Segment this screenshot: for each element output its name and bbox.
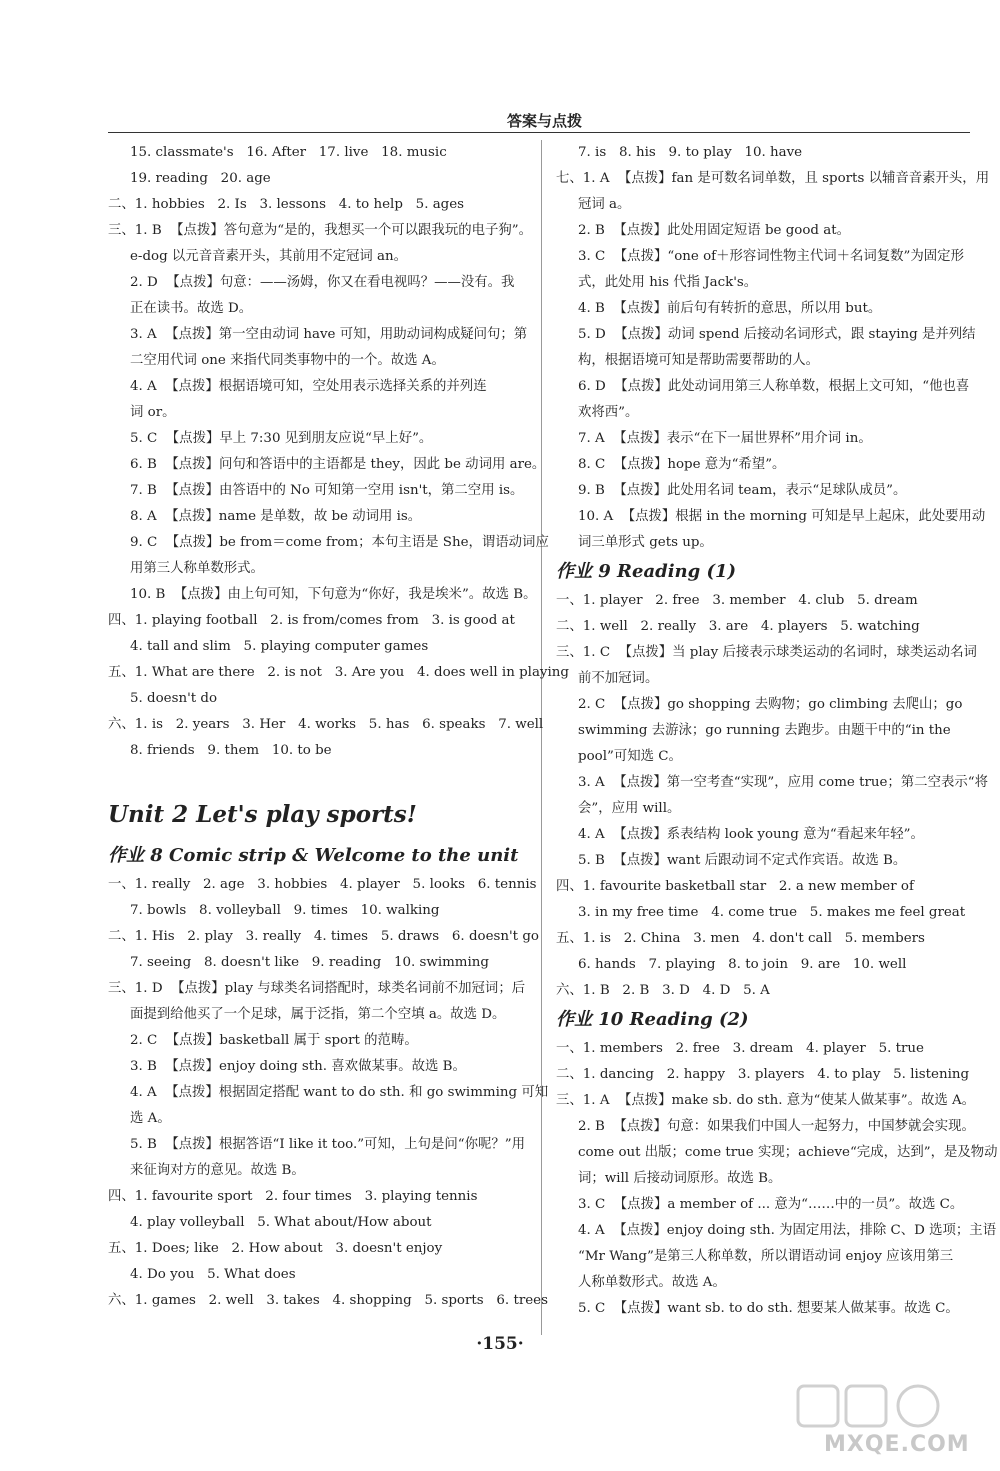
- answer-line: 一、1. really 2. age 3. hobbies 4. player 5. looks 6. tennis: [108, 877, 537, 892]
- homework-9-title: 作业 9 Reading (1): [556, 561, 737, 582]
- answer-line: 8. C 【点拨】hope 意为“希望”。: [578, 457, 786, 472]
- answer-line: 2. B 【点拨】句意：如果我们中国人一起努力，中国梦就会实现。: [578, 1119, 975, 1134]
- answer-line: 7. seeing 8. doesn't like 9. reading 10. swimming: [130, 955, 489, 970]
- answer-line: 10. A 【点拨】根据 in the morning 可知是早上起床，此处要用动: [578, 509, 986, 524]
- answer-line: 5. B 【点拨】根据答语“I like it too.”可知，上句是问“你呢？”用: [130, 1137, 526, 1152]
- answer-line: 词；will 后接动词原形。故选 B。: [578, 1171, 782, 1186]
- right-column: [556, 140, 998, 1322]
- answer-line: 二空用代词 one 来指代同类事物中的一个。故选 A。: [130, 353, 445, 368]
- answer-line: 一、1. player 2. free 3. member 4. club 5. dream: [556, 593, 918, 608]
- answer-line: 6. D 【点拨】此处动词用第三人称单数，根据上文可知，“他也喜: [578, 379, 970, 394]
- watermark-text: MXQE.COM: [824, 1432, 970, 1457]
- answer-line: 8. A 【点拨】name 是单数，故 be 动词用 is。: [130, 509, 422, 524]
- answer-line: 2. D 【点拨】句意：——汤姆，你又在看电视吗？——没有。我: [130, 275, 515, 290]
- answer-line: 四、1. favourite sport 2. four times 3. playing tennis: [108, 1189, 478, 1204]
- answer-line: pool”可知选 C。: [578, 749, 682, 764]
- answer-line: 9. C 【点拨】be from＝come from；本句主语是 She，谓语动词应: [130, 535, 549, 550]
- answer-line: 4. Do you 5. What does: [130, 1267, 296, 1282]
- answer-line: 四、1. favourite basketball star 2. a new member of: [556, 879, 914, 894]
- answer-line: 10. B 【点拨】由上句可知，下句意为“你好，我是埃米”。故选 B。: [130, 587, 537, 602]
- answer-line: 选 A。: [130, 1111, 171, 1126]
- answer-line: 7. bowls 8. volleyball 9. times 10. walking: [130, 903, 440, 918]
- answer-line: 3. in my free time 4. come true 5. makes me feel great: [578, 905, 966, 920]
- answer-line: come out 出版；come true 实现；achieve“完成，达到”，是及物动: [578, 1145, 998, 1160]
- answer-line: 三、1. D 【点拨】play 与球类名词搭配时，球类名词前不加冠词；后: [108, 981, 526, 996]
- answer-line: 三、1. B 【点拨】答句意为“是的，我想买一个可以跟我玩的电子狗”。: [108, 223, 533, 238]
- right-answers-part2: [556, 588, 988, 1004]
- answer-line: 三、1. A 【点拨】make sb. do sth. 意为“使某人做某事”。故选 A。: [556, 1093, 976, 1108]
- answer-line: 六、1. games 2. well 3. takes 4. shopping 5. sports 6. trees: [108, 1293, 548, 1308]
- answer-line: 构，根据语境可知是帮助需要帮助的人。: [578, 353, 820, 368]
- header-title: 答案与点拨: [506, 112, 582, 130]
- answer-line: 二、1. His 2. play 3. really 4. times 5. draws 6. doesn't go: [108, 929, 539, 944]
- answer-line: 正在读书。故选 D。: [130, 301, 253, 316]
- answer-line: 四、1. playing football 2. is from/comes from 3. is good at: [108, 613, 515, 628]
- answer-line: swimming 去游泳；go running 去跑步。由题干中的“in the: [578, 723, 951, 738]
- answer-line: 7. A 【点拨】表示“在下一届世界杯”用介词 in。: [578, 431, 872, 446]
- answer-line: 4. A 【点拨】根据固定搭配 want to do sth. 和 go swimming 可知: [130, 1085, 549, 1100]
- answer-line: 式，此处用 his 代指 Jack's。: [578, 275, 758, 290]
- answer-line: 8. friends 9. them 10. to be: [130, 743, 332, 758]
- answer-line: 二、1. dancing 2. happy 3. players 4. to play 5. listening: [556, 1067, 970, 1082]
- answer-line: 6. hands 7. playing 8. to join 9. are 10. well: [578, 957, 907, 972]
- homework-10-title: 作业 10 Reading (2): [556, 1009, 749, 1030]
- answer-line: 来征询对方的意见。故选 B。: [130, 1163, 305, 1178]
- answer-line: 用第三人称单数形式。: [130, 561, 264, 576]
- answer-line: 5. D 【点拨】动词 spend 后接动名词形式，跟 staying 是并列结: [578, 327, 976, 342]
- answer-line: 会”，应用 will。: [578, 801, 681, 816]
- answer-line: 3. A 【点拨】第一空由动词 have 可知，用助动词构成疑问句；第: [130, 327, 528, 342]
- answer-line: 5. C 【点拨】want sb. to do sth. 想要某人做某事。故选 C。: [578, 1301, 959, 1316]
- answer-line: 一、1. members 2. free 3. dream 4. player 5. true: [556, 1041, 924, 1056]
- answer-line: 六、1. B 2. B 3. D 4. D 5. A: [556, 983, 770, 998]
- right-answers-part1: [556, 140, 990, 556]
- answer-line: 三、1. C 【点拨】当 play 后接表示球类运动的名词时，球类运动名词: [556, 645, 977, 660]
- answer-line: 9. B 【点拨】此处用名词 team，表示“足球队成员”。: [578, 483, 907, 498]
- answer-line: 二、1. well 2. really 3. are 4. players 5. watching: [556, 619, 920, 634]
- answer-line: 2. B 【点拨】此处用固定短语 be good at。: [578, 223, 850, 238]
- answer-line: 5. doesn't do: [130, 691, 218, 706]
- unit-title: Unit 2 Let's play sports!: [108, 801, 417, 828]
- answer-line: “Mr Wang”是第三人称单数，所以谓语动词 enjoy 应该用第三: [578, 1249, 954, 1264]
- answer-line: 冠词 a。: [578, 197, 631, 212]
- answer-line: 二、1. hobbies 2. Is 3. lessons 4. to help 5. ages: [108, 197, 465, 212]
- answer-line: 前不加冠词。: [578, 671, 659, 686]
- answer-line: 人称单数形式。故选 A。: [578, 1275, 726, 1290]
- answer-line: 词三单形式 gets up。: [578, 535, 713, 550]
- right-answers-part3: [556, 1036, 998, 1322]
- answer-line: 3. C 【点拨】“one of＋形容词性物主代词＋名词复数”为固定形: [578, 249, 964, 264]
- answer-line: 4. play volleyball 5. What about/How about: [130, 1215, 432, 1230]
- answer-line: 5. B 【点拨】want 后跟动词不定式作宾语。故选 B。: [578, 853, 907, 868]
- answer-line: 7. is 8. his 9. to play 10. have: [578, 145, 803, 160]
- answer-line: 3. A 【点拨】第一空考查“实现”，应用 come true；第二空表示“将: [578, 775, 988, 790]
- left-column: [108, 140, 569, 1314]
- answer-line: e-dog 以元音音素开头，其前用不定冠词 an。: [130, 249, 408, 264]
- answer-line: 4. A 【点拨】根据语境可知，空处用表示选择关系的并列连: [130, 379, 487, 394]
- answer-line: 6. B 【点拨】问句和答语中的主语都是 they，因此 be 动词用 are。: [130, 457, 546, 472]
- answer-line: 2. C 【点拨】go shopping 去购物；go climbing 去爬山；go: [578, 697, 963, 712]
- answer-line: 3. B 【点拨】enjoy doing sth. 喜欢做某事。故选 B。: [130, 1059, 466, 1074]
- answer-line: 五、1. is 2. China 3. men 4. don't call 5. members: [556, 931, 925, 946]
- homework-8-title: 作业 8 Comic strip & Welcome to the unit: [108, 845, 519, 866]
- answer-line: 4. B 【点拨】前后句有转折的意思，所以用 but。: [578, 301, 882, 316]
- answer-line: 词 or。: [130, 405, 176, 420]
- page-number: ·155·: [476, 1334, 524, 1354]
- answer-line: 七、1. A 【点拨】fan 是可数名词单数，且 sports 以辅音音素开头，用: [556, 171, 990, 186]
- left-answers-part1: [108, 140, 569, 764]
- answer-line: 六、1. is 2. years 3. Her 4. works 5. has 6. speaks 7. well: [108, 717, 544, 732]
- answer-line: 欢将西”。: [578, 405, 639, 420]
- column-divider: [541, 140, 542, 1335]
- answer-line: 2. C 【点拨】basketball 属于 sport 的范畴。: [130, 1033, 418, 1048]
- answer-line: 4. A 【点拨】enjoy doing sth. 为固定用法，排除 C、D 选项；主语: [578, 1223, 997, 1238]
- answer-line: 3. C 【点拨】a member of ... 意为“……中的一员”。故选 C。: [578, 1197, 964, 1212]
- answer-line: 5. C 【点拨】早上 7:30 见到朋友应说“早上好”。: [130, 431, 433, 446]
- answer-line: 五、1. What are there 2. is not 3. Are you 4. does well in playing: [108, 665, 569, 680]
- answer-line: 面提到给他买了一个足球，属于泛指，第二个空填 a。故选 D。: [130, 1007, 506, 1022]
- page-header: [108, 110, 970, 133]
- answer-line: 4. tall and slim 5. playing computer games: [130, 639, 429, 654]
- answer-line: 7. B 【点拨】由答语中的 No 可知第一空用 isn't，第二空用 is。: [130, 483, 524, 498]
- left-answers-part2: [108, 872, 549, 1314]
- answer-line: 4. A 【点拨】系表结构 look young 意为“看起来年轻”。: [578, 827, 924, 842]
- answer-line: 15. classmate's 16. After 17. live 18. music: [130, 145, 447, 160]
- answer-line: 19. reading 20. age: [130, 171, 271, 186]
- answer-line: 五、1. Does; like 2. How about 3. doesn't enjoy: [108, 1241, 443, 1256]
